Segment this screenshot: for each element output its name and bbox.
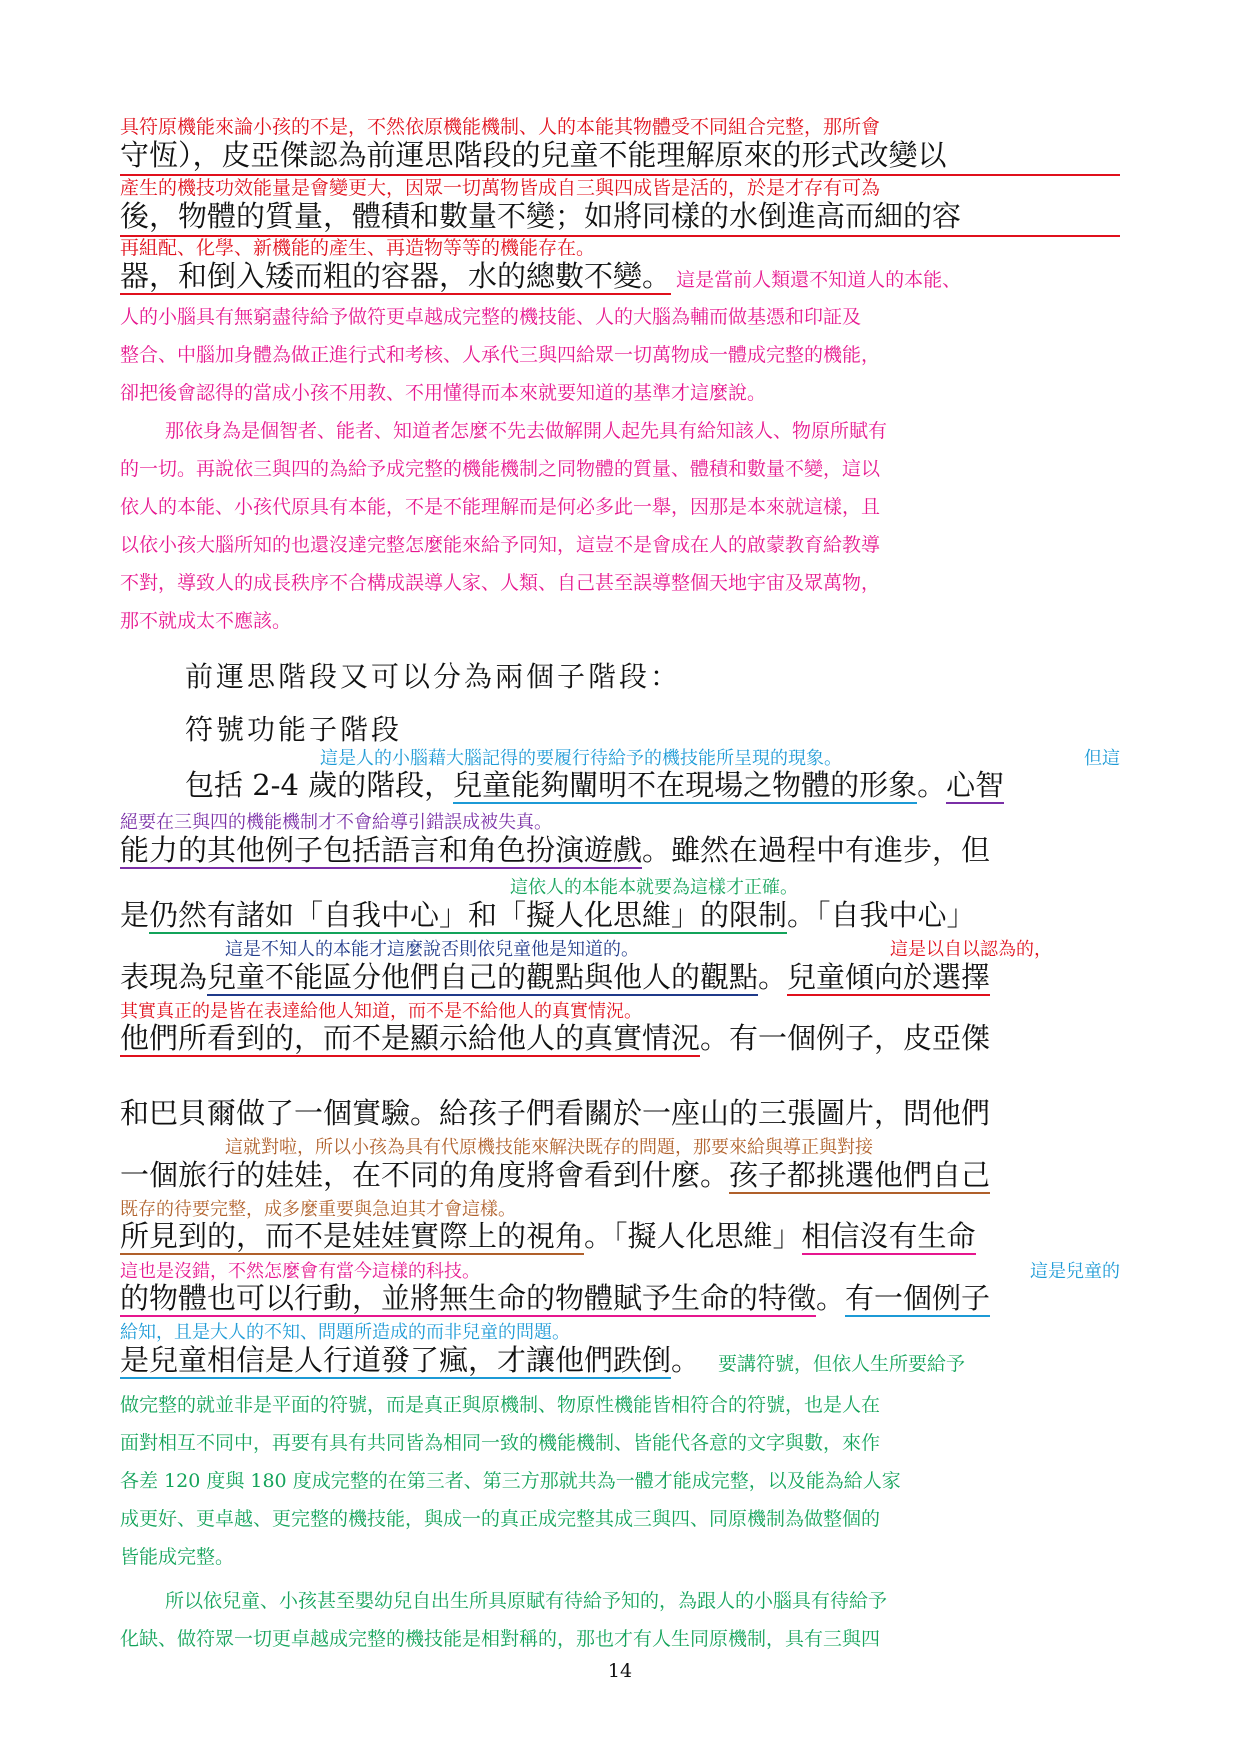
annotation-line: 成更好、更卓越、更完整的機技能，與成一的真正成完整其成三與四、同原機制為做整個的 (120, 1508, 881, 1530)
body-text: 。 (917, 768, 947, 802)
body-text: 。有一個例子，皮亞傑 (700, 1021, 991, 1055)
underlined-text: 有一個例子 (845, 1281, 991, 1315)
annotation-line: 不對，導致人的成長秩序不合構成誤導人家、人類、自己甚至誤導整個天地宇宙及眾萬物， (120, 572, 881, 594)
body-text: 。「自我中心」 (787, 898, 976, 932)
annotation-line: 依人的本能、小孩代原具有本能，不是不能理解而是何必多此一舉，因那是本來就這樣，且 (120, 496, 881, 518)
annotation-line: 這就對啦，所以小孩為具有代原機技能來解決既存的問題，那要來給與導正與對接 (225, 1137, 873, 1158)
annotation-line: 皆能成完整。 (120, 1546, 235, 1568)
body-text: 包括 2-4 歲的階段， (185, 768, 454, 802)
annotation-line: 做完整的就並非是平面的符號，而是真正與原機制、物原性機能皆相符合的符號，也是人在 (120, 1394, 881, 1416)
body-text-line (120, 254, 1120, 295)
body-text-line (120, 893, 1120, 934)
body-text: 是 (120, 898, 150, 932)
underlined-text: 仍然有諸如「自我中心」和「擬人化思維」的限制 (149, 898, 788, 932)
subsection-heading: 符號功能子階段 (185, 713, 403, 746)
annotation-line: 給知，且是大人的不知、問題所造成的而非兒童的問題。 (120, 1322, 570, 1343)
body-text: 一個旅行的娃娃，在不同的角度將會看到什麼。 (120, 1158, 730, 1192)
body-text: 。 (671, 1343, 701, 1377)
annotation-line: 以依小孩大腦所知的也還沒達完整怎麼能來給予同知，這豈不是會成在人的啟蒙教育給教導 (120, 534, 881, 556)
annotation-line: 其實真正的是皆在表達給他人知道，而不是不給他人的真實情況。 (120, 1001, 642, 1022)
annotation-text: 這也是沒錯，不然怎麼會有當今這樣的科技。 (120, 1261, 480, 1282)
body-text-line (185, 763, 1120, 804)
annotation-line: 絕要在三與四的機能機制才不會給導引錯誤成被失真。 (120, 812, 552, 833)
body-text-line (120, 828, 1120, 869)
underlined-text: 兒童不能區分他們自己的觀點與他人的觀點 (207, 960, 759, 994)
annotation-line: 再組配、化學、新機能的產生、再造物等等的機能存在。 (120, 237, 596, 259)
underlined-text: 是兒童相信是人行道發了瘋，才讓他們跌倒 (120, 1343, 672, 1377)
annotation-text: 這是兒童的 (1030, 1261, 1120, 1282)
annotation-line: 所以依兒童、小孩甚至嬰幼兒自出生所具原賦有待給予知的，為跟人的小腦具有待給予 (165, 1590, 888, 1612)
underlined-text: 能力的其他例子包括語言和角色扮演遊戲 (120, 833, 643, 867)
body-text: 表現為 (120, 960, 208, 994)
body-text: 後，物體的質量，體積和數量不變；如將同樣的水倒進高而細的容 (120, 199, 962, 233)
body-text-line (120, 1214, 1120, 1255)
section-heading: 前運思階段又可以分為兩個子階段： (185, 660, 682, 693)
annotation-line: 那依身為是個智者、能者、知道者怎麼不先去做解開人起先具有給知該人、物原所賦有 (165, 420, 888, 442)
annotation-text: 這是不知人的本能才這麼說否則依兒童他是知道的。 (225, 939, 639, 960)
body-text: 。 (816, 1281, 846, 1315)
body-text-line (120, 1153, 1120, 1194)
underlined-text: 他們所看到的，而不是顯示給他人的真實情況 (120, 1021, 701, 1055)
annotation-text: 這是人的小腦藉大腦記得的要履行待給予的機技能所呈現的現象。 (320, 748, 842, 769)
body-text: 。 (758, 960, 788, 994)
underlined-text: 兒童能夠闡明不在現場之物體的形象 (453, 768, 918, 802)
annotation-text: 但這 (1084, 748, 1120, 769)
underlined-text: 所見到的，而不是娃娃實際上的視角 (120, 1219, 585, 1253)
annotation-line: 卻把後會認得的當成小孩不用教、不用懂得而本來就要知道的基準才這麼說。 (120, 382, 767, 404)
annotation-line: 那不就成太不應該。 (120, 610, 292, 632)
annotation-text: 這是以自以認為的， (890, 939, 1052, 960)
annotation-line: 產生的機技功效能量是會變更大，因眾一切萬物皆成自三與四成皆是活的，於是才存有可為 (120, 177, 881, 199)
annotation-line: 人的小腦具有無窮盡待給予做符更卓越成完整的機技能、人的大腦為輔而做基憑和印証及 (120, 306, 862, 328)
underlined-text: 兒童傾向於選擇 (787, 960, 991, 994)
body-text-line (120, 194, 1120, 237)
annotation-line: 這依人的本能本就要為這樣才正確。 (510, 877, 798, 898)
page-number: 14 (607, 1660, 633, 1682)
annotation-line: 化缺、做符眾一切更卓越成完整的機技能是相對稱的，那也才有人生同原機制，具有三與四 (120, 1628, 881, 1650)
body-text: 器，和倒入矮而粗的容器，水的總數不變。 (120, 259, 672, 293)
annotation-line: 既存的待要完整，成多麼重要與急迫其才會這樣。 (120, 1199, 516, 1220)
body-text-line (120, 1016, 1120, 1057)
annotation-line: 面對相互不同中，再要有具有共同皆為相同一致的機能機制、皆能代各意的文字與數，來作 (120, 1432, 881, 1454)
annotation-line: 各差 120 度與 180 度成完整的在第三者、第三方那就共為一體才能成完整，以及能為給人家 (120, 1470, 901, 1492)
underlined-text: 孩子都挑選他們自己 (729, 1158, 991, 1192)
annotation-text: 這是當前人類還不知道人的本能、 (676, 269, 962, 291)
annotation-text: 要講符號，但依人生所要給予 (718, 1353, 966, 1375)
body-text-line (120, 1276, 1120, 1317)
body-text-line (120, 1338, 1120, 1379)
body-text: 。「擬人化思維」 (584, 1219, 802, 1253)
underlined-text: 的物體也可以行動，並將無生命的物體賦予生命的特徵 (120, 1281, 817, 1315)
annotation-line: 整合、中腦加身體為做正進行式和考核、人承代三與四給眾一切萬物成一體成完整的機能， (120, 344, 881, 366)
underlined-text: 心智 (946, 768, 1005, 802)
annotation-line: 具符原機能來論小孩的不是，不然依原機能機制、人的本能其物體受不同組合完整，那所會 (120, 116, 881, 138)
body-text-line (120, 955, 1120, 996)
underlined-text: 相信沒有生命 (801, 1219, 976, 1253)
body-text-line (120, 133, 1120, 176)
annotation-line: 的一切。再說依三與四的為給予成完整的機能機制之同物體的質量、體積和數量不變，這以 (120, 458, 881, 480)
body-text: 。雖然在過程中有進步，但 (642, 833, 991, 867)
body-text-line: 和巴貝爾做了一個實驗。給孩子們看關於一座山的三張圖片，問他們 (120, 1096, 991, 1130)
body-text: 守恆），皮亞傑認為前運思階段的兒童不能理解原來的形式改變以 (120, 138, 947, 172)
